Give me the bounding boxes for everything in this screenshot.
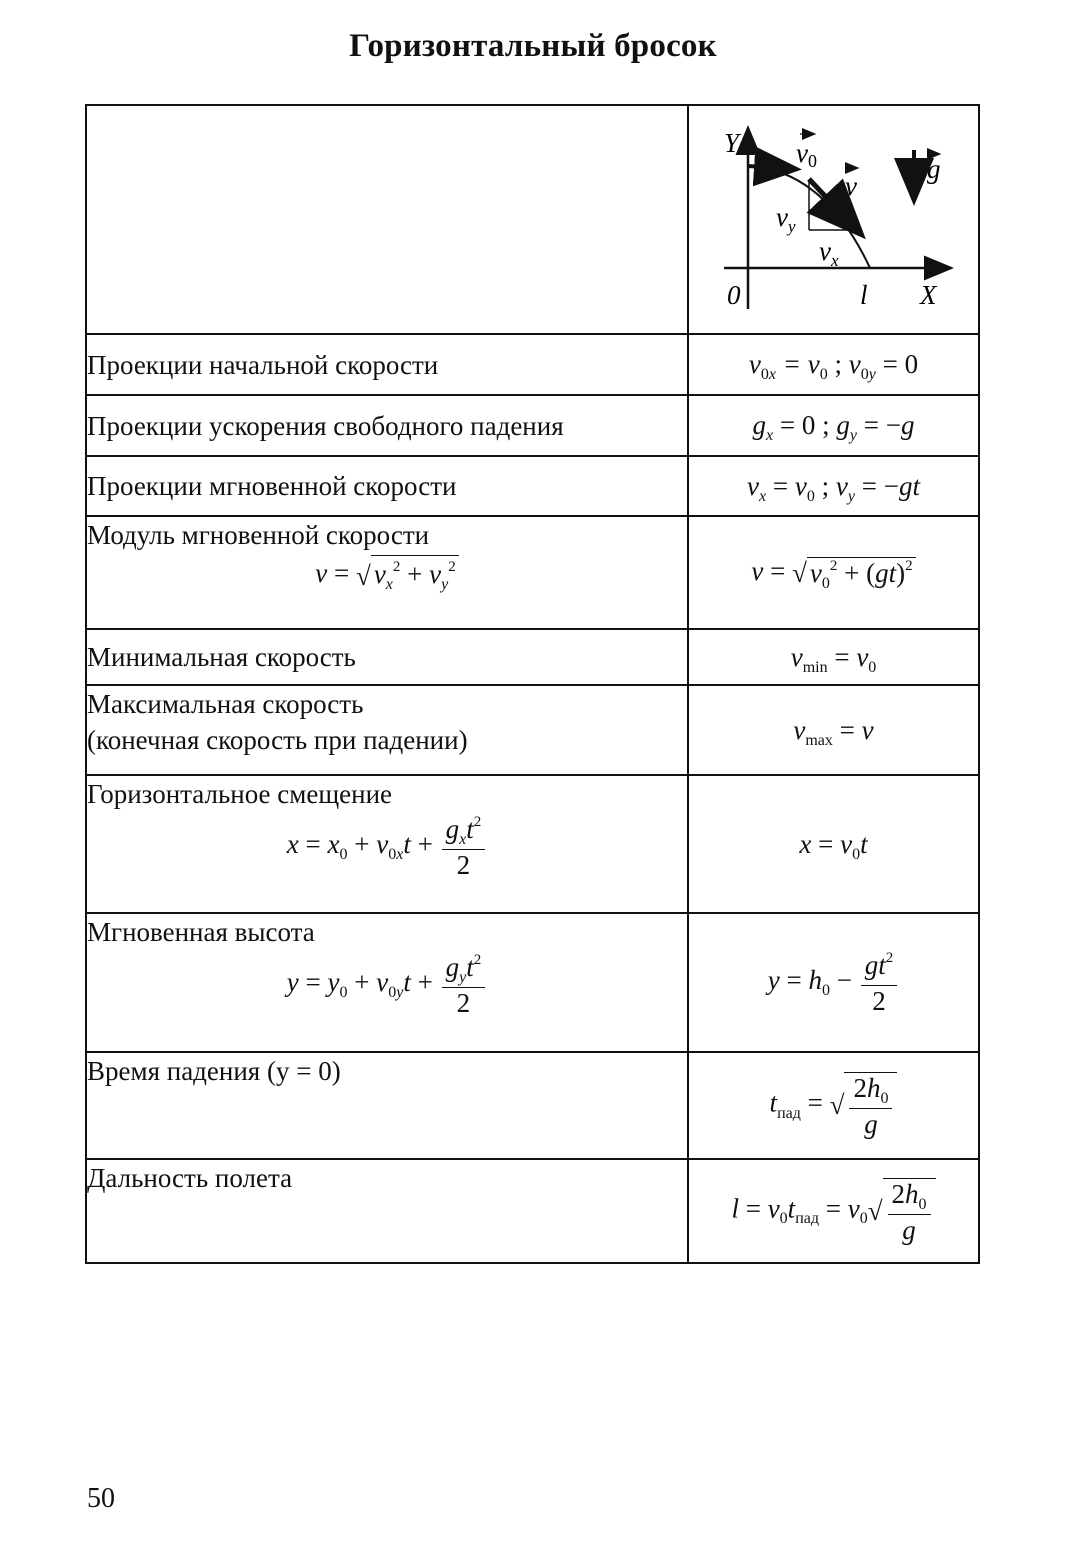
row-label-formula: $y = y_0 + v_{0y}t$ + $\frac{g_yt^2}{2}$: [87, 952, 687, 1018]
row-label-cell: [86, 775, 688, 913]
axis-y-label: Y: [723, 127, 739, 158]
diagram-cell: [688, 105, 979, 334]
row-formula: $v_{0x} = v_0$ ; $v_{0y} = 0$: [688, 334, 979, 395]
row-label: Проекции ускорения свободного падения: [86, 395, 688, 456]
row-formula: $v_{max} = v$: [688, 685, 979, 775]
row-formula: $v_{min} = v_0$: [688, 629, 979, 685]
table-row: [86, 775, 979, 913]
table-row: [86, 395, 979, 456]
table-row: [86, 456, 979, 516]
table-row: [86, 1159, 979, 1263]
row-formula: v = √ $v_0^2 + (gt)^2$: [688, 516, 979, 629]
origin-label: 0: [726, 279, 740, 310]
row-label: Модуль мгновенной скорости: [87, 520, 430, 550]
table-row: [86, 334, 979, 395]
range-mark-label: l: [859, 279, 868, 310]
table-row: [86, 685, 979, 775]
row-formula: $t_{пад}$ = √ $\frac{2h_0}{g}$: [688, 1052, 979, 1159]
vx-label: $v_x$: [818, 235, 839, 270]
row-label: Дальность полета: [86, 1159, 688, 1263]
row-label-cell: [86, 685, 688, 775]
page-number: 50: [87, 1483, 115, 1514]
row-label: Горизонтальное смещение: [87, 779, 393, 809]
row-formula: $x = v_0t$: [688, 775, 979, 913]
row-label-formula: $x = x_0 + v_{0x}t$ + $\frac{g_xt^2}{2}$: [87, 814, 687, 880]
row-formula: $y = h_0$ − $\frac{gt^2}{2}$: [688, 913, 979, 1052]
row-formula: $g_x = 0$ ; $g_y = -g$: [688, 395, 979, 456]
table-row: [86, 629, 979, 685]
row-label: Проекции начальной скорости: [86, 334, 688, 395]
page-title: Горизонтальный бросок: [349, 28, 717, 64]
formula-table: [85, 104, 980, 1264]
axis-x-label: X: [919, 279, 936, 310]
row-label: Мгновенная высота: [87, 917, 315, 947]
row-label-cell: [86, 516, 688, 629]
table-row: [86, 1052, 979, 1159]
v0-arrow: [748, 166, 794, 169]
throw-diagram: [694, 114, 974, 319]
diagram-row: [86, 105, 979, 334]
vy-label: $v_y$: [775, 201, 796, 236]
row-formula: $v_x = v_0$ ; $v_y = -gt$: [688, 456, 979, 516]
g-label: g: [926, 153, 940, 184]
table-row: [86, 913, 979, 1052]
row-label-continued: (конечная скорость при падении): [87, 725, 468, 755]
row-label: Минимальная скорость: [86, 629, 688, 685]
row-label: Максимальная скорость: [87, 689, 364, 719]
table-row: [86, 516, 979, 629]
v-label: v: [844, 170, 857, 201]
v0-label: v0: [795, 137, 817, 171]
empty-header-cell: [86, 105, 688, 334]
row-label: Время падения (y = 0): [86, 1052, 688, 1159]
row-label: Проекции мгновенной скорости: [86, 456, 688, 516]
row-formula: $l = v_0t_{пад} = v_0√$ $\frac{2h_0}{g}$: [688, 1159, 979, 1263]
row-label-cell: [86, 913, 688, 1052]
row-label-formula: v = √ $v_x^2 + v_y^2$: [87, 555, 687, 597]
